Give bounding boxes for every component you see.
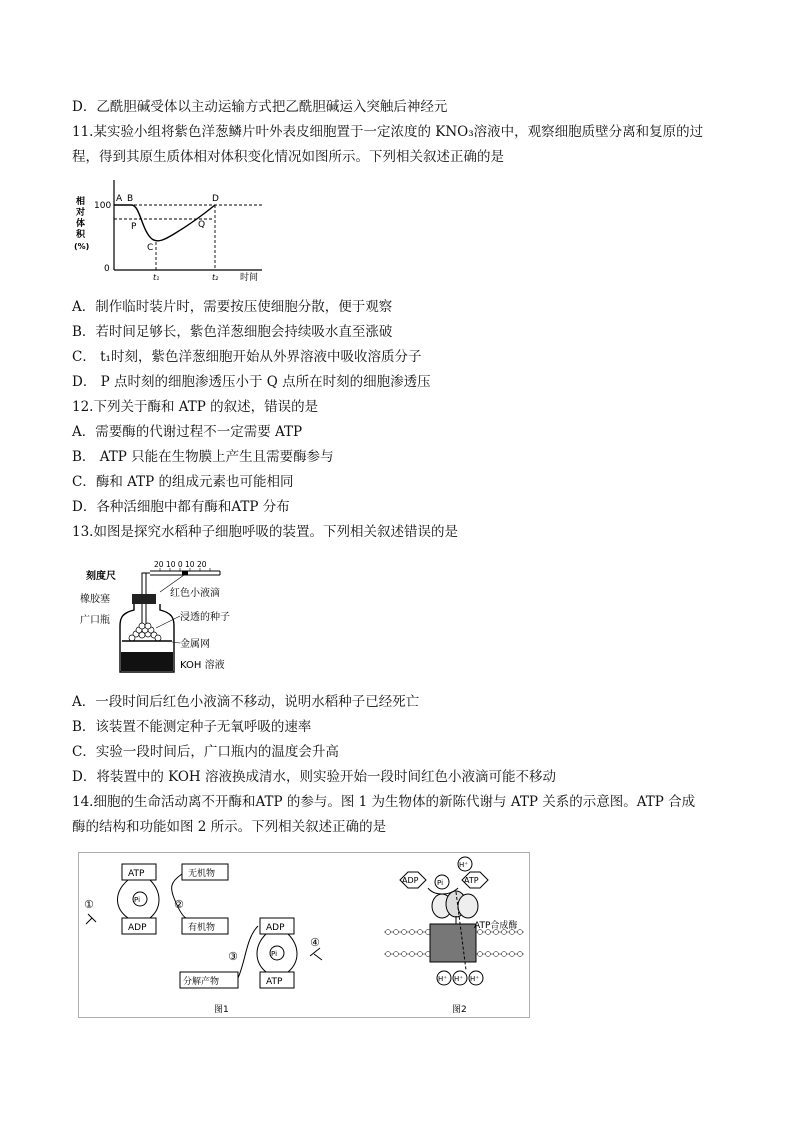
fig1-pi-right: Pi [271, 950, 278, 958]
t1-label: t₁ [153, 273, 160, 282]
stopper-label: 橡胶塞 [80, 594, 110, 605]
fig2-h-top: H⁺ [459, 861, 468, 869]
q14-figures [78, 852, 530, 1018]
fig1-step2: ② [174, 898, 184, 911]
q12-stem: 12.下列关于酶和 ATP 的叙述，错误的是 [72, 399, 319, 415]
mesh-label: 金属网 [180, 639, 210, 650]
q12-option-d: D．各种活细胞中都有酶和ATP 分布 [72, 499, 290, 515]
point-c: C [147, 243, 154, 253]
fig2-atp: ATP [464, 876, 479, 885]
q13-option-b: B．该装置不能测定种子无氧呼吸的速率 [72, 719, 312, 735]
fig2-adp: ADP [402, 876, 419, 885]
fig2-h-2: H⁺ [454, 975, 463, 983]
bottle-label: 广口瓶 [80, 615, 110, 626]
fig1-inorganic: 无机物 [188, 869, 216, 879]
point-p: P [131, 222, 137, 232]
q11-stem-line2: 程，得到其原生质体相对体积变化情况如图所示。下列相关叙述正确的是 [72, 149, 504, 165]
fig2-pi: Pi [437, 879, 444, 887]
fig1-pi-left: Pi [134, 896, 141, 904]
fig2-h-3: H⁺ [470, 975, 479, 983]
y-label-char: 积 [76, 230, 86, 240]
fig2-synthase-label: ATP合成酶 [474, 921, 518, 931]
y-tick-100: 100 [94, 201, 112, 211]
y-tick-0: 0 [104, 264, 110, 274]
q11-option-b: B．若时间足够长，紫色洋葱细胞会持续吸水直至涨破 [72, 324, 393, 340]
q12-option-b: B． ATP 只能在生物膜上产生且需要酶参与 [72, 449, 334, 465]
fig1-caption: 图1 [214, 1005, 229, 1015]
q11-option-a: A．制作临时装片时，需要按压使细胞分散，便于观察 [72, 299, 393, 315]
q11-stem-line1: 11.某实验小组将紫色洋葱鳞片叶外表皮细胞置于一定浓度的 KNO₃溶液中，观察细胞质壁分离和复原的过 [72, 124, 704, 140]
q12-option-a: A．需要酶的代谢过程不一定需要 ATP [72, 424, 303, 440]
q11-option-d: D． P 点时刻的细胞渗透压小于 Q 点所在时刻的细胞渗透压 [72, 374, 431, 390]
q10-option-d: D．乙酰胆碱受体以主动运输方式把乙酰胆碱运入突触后神经元 [72, 99, 448, 115]
ruler-label: 刻度尺 [86, 571, 116, 582]
q11-option-c: C． t₁时刻，紫色洋葱细胞开始从外界溶液中吸收溶质分子 [72, 349, 422, 365]
fig2-caption: 图2 [452, 1005, 467, 1015]
q13-respiration-apparatus [80, 558, 255, 676]
t2-label: t₂ [212, 273, 219, 282]
y-label-unit: (%) [74, 242, 90, 251]
fig1-atp-bottom: ATP [266, 977, 283, 987]
seeds-label: 浸透的种子 [180, 612, 230, 623]
fig1-step4: ④ [310, 936, 320, 949]
x-axis-label: 时间 [240, 273, 259, 283]
q13-stem: 13.如图是探究水稻种子细胞呼吸的装置。下列相关叙述错误的是 [72, 524, 458, 540]
point-d: D [212, 194, 219, 204]
drop-label: 红色小液滴 [170, 588, 220, 599]
fig1-products: 分解产物 [183, 977, 220, 987]
fig1-step1: ① [84, 898, 94, 911]
q14-stem-line2: 酶的结构和功能如图 2 所示。下列相关叙述正确的是 [72, 819, 387, 835]
point-q: Q [198, 220, 206, 230]
point-a: A [116, 194, 123, 204]
y-label-char: 相 [76, 197, 86, 207]
fig1-atp-top: ATP [128, 869, 145, 879]
fig1-step3: ③ [228, 950, 238, 963]
point-b: B [127, 194, 134, 204]
y-label-char: 对 [76, 208, 86, 218]
y-label-char: 体 [76, 219, 86, 229]
fig1-adp-right: ADP [266, 923, 285, 933]
fig2-h-1: H⁺ [438, 975, 447, 983]
q12-option-c: C．酶和 ATP 的组成元素也可能相同 [72, 474, 294, 490]
q13-option-a: A．一段时间后红色小液滴不移动，说明水稻种子已经死亡 [72, 694, 420, 710]
ruler-scale: 20 10 0 10 20 [154, 560, 207, 569]
q11-volume-graph [74, 176, 274, 284]
fig1-organic: 有机物 [188, 923, 216, 933]
q13-option-c: C．实验一段时间后，广口瓶内的温度会升高 [72, 744, 339, 760]
fig1-adp-left: ADP [128, 923, 147, 933]
q14-stem-line1: 14.细胞的生命活动离不开酶和ATP 的参与。图 1 为生物体的新陈代谢与 ATP 关系的示意图。ATP 合成 [72, 794, 696, 810]
q13-option-d: D．将装置中的 KOH 溶液换成清水，则实验开始一段时间红色小液滴可能不移动 [72, 769, 556, 785]
koh-label: KOH 溶液 [180, 660, 225, 671]
